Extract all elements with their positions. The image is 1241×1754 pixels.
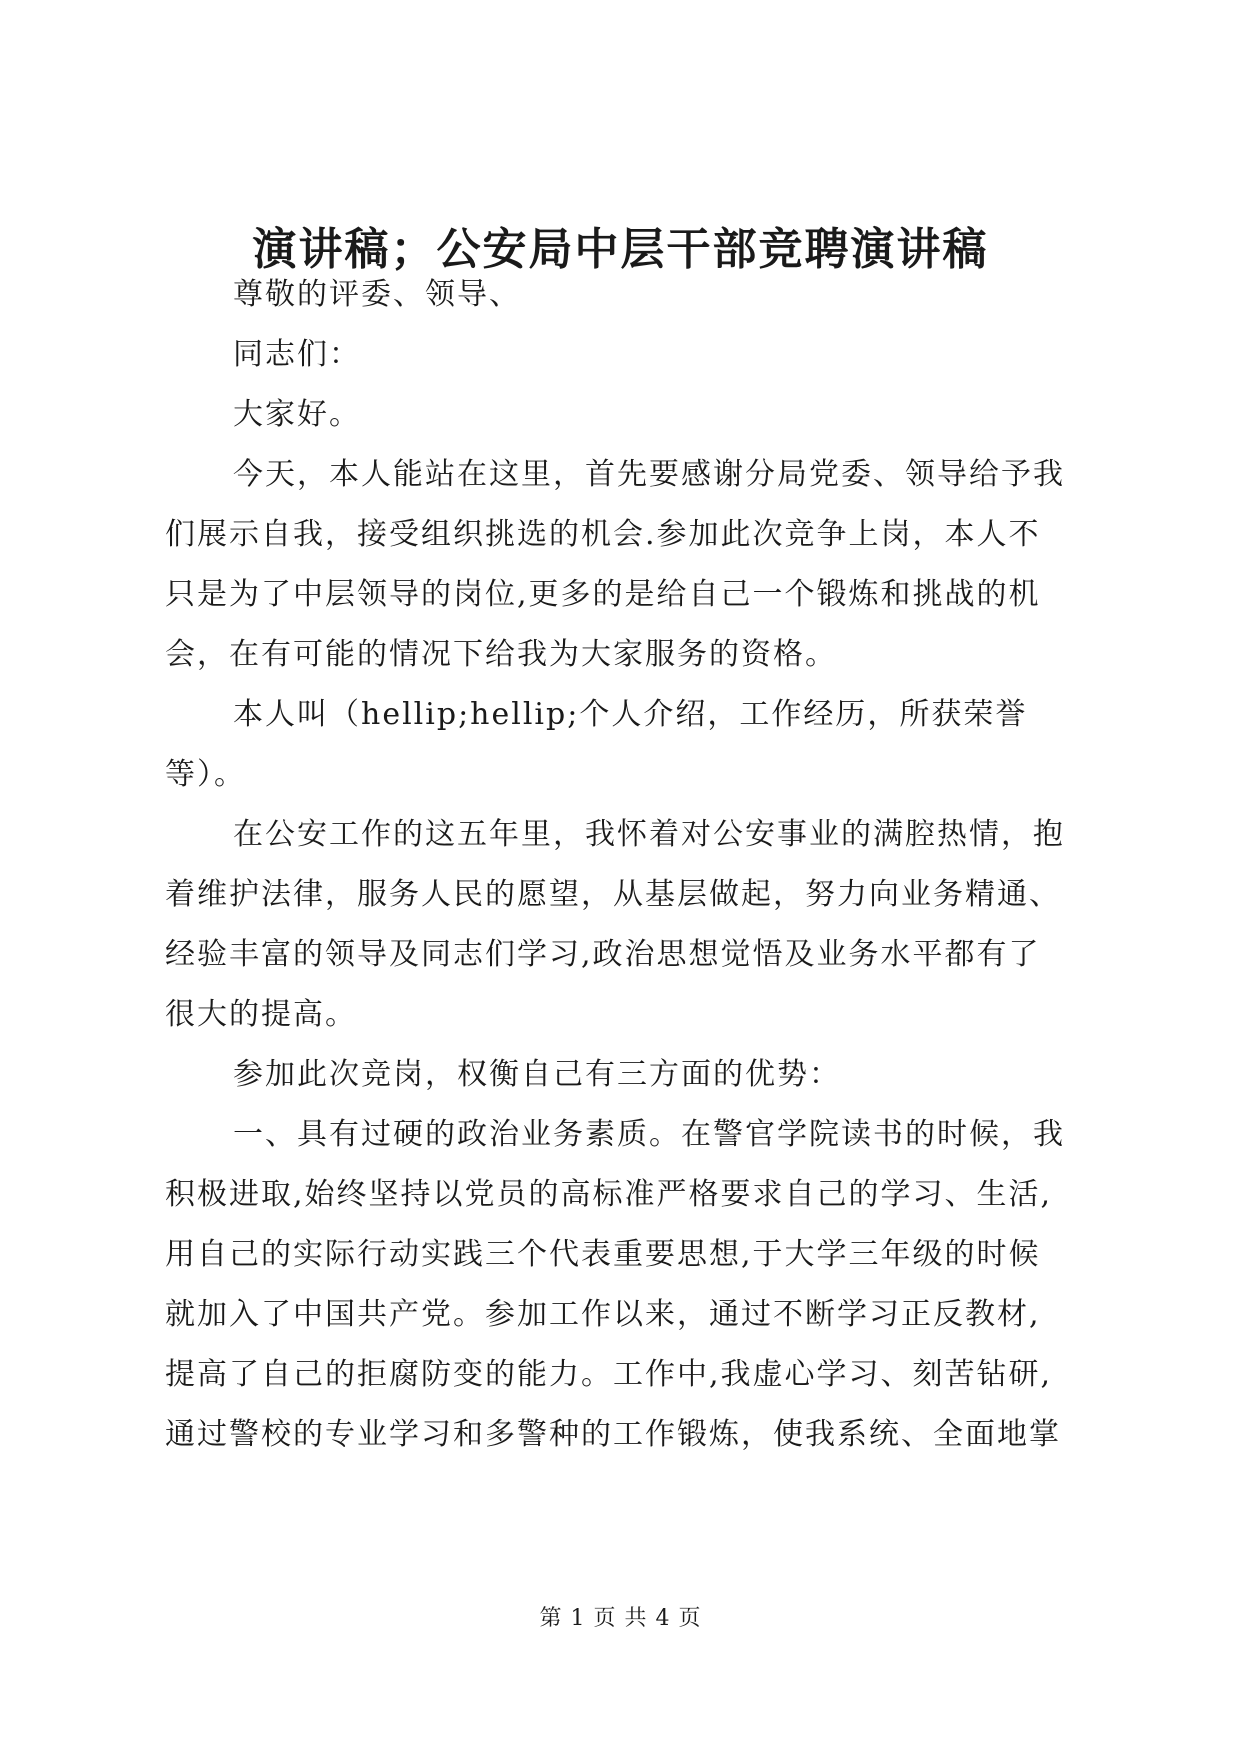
salutation-line: 同志们： bbox=[233, 337, 361, 372]
paragraph-line: 本人叫（hellip;hellip;个人介绍，工作经历，所获荣誉 bbox=[233, 697, 1028, 732]
paragraph-line: 参加此次竞岗，权衡自己有三方面的优势： bbox=[233, 1057, 841, 1092]
paragraph-line: 着维护法律，服务人民的愿望，从基层做起，努力向业务精通、 bbox=[165, 877, 1061, 912]
document-body bbox=[165, 265, 1095, 1465]
paragraph-line: 今天，本人能站在这里，首先要感谢分局党委、领导给予我 bbox=[233, 457, 1065, 492]
paragraph-line: 一、具有过硬的政治业务素质。在警官学院读书的时候，我 bbox=[233, 1117, 1065, 1152]
greeting-line: 大家好。 bbox=[233, 397, 361, 432]
paragraph-line: 经验丰富的领导及同志们学习,政治思想觉悟及业务水平都有了 bbox=[165, 937, 1041, 972]
paragraph-line: 提高了自己的拒腐防变的能力。工作中,我虚心学习、刻苦钻研, bbox=[165, 1357, 1053, 1392]
paragraph-line: 在公安工作的这五年里，我怀着对公安事业的满腔热情，抱 bbox=[233, 817, 1065, 852]
paragraph-line: 积极进取,始终坚持以党员的高标准严格要求自己的学习、生活, bbox=[165, 1177, 1053, 1212]
paragraph-line: 会，在有可能的情况下给我为大家服务的资格。 bbox=[165, 637, 837, 672]
paragraph-line: 用自己的实际行动实践三个代表重要思想,于大学三年级的时候 bbox=[165, 1237, 1041, 1272]
paragraph-line: 很大的提高。 bbox=[165, 997, 357, 1032]
paragraph-line: 就加入了中国共产党。参加工作以来，通过不断学习正反教材, bbox=[165, 1297, 1041, 1332]
paragraph-line: 通过警校的专业学习和多警种的工作锻炼，使我系统、全面地掌 bbox=[165, 1417, 1061, 1452]
paragraph-line: 等）。 bbox=[165, 757, 246, 792]
document-title: 演讲稿；公安局中层干部竞聘演讲稿 bbox=[252, 224, 989, 275]
salutation-line: 尊敬的评委、领导、 bbox=[233, 277, 521, 312]
page-footer: 第 1 页 共 4 页 bbox=[539, 1606, 702, 1631]
paragraph-line: 们展示自我，接受组织挑选的机会.参加此次竞争上岗，本人不 bbox=[165, 517, 1041, 552]
paragraph-line: 只是为了中层领导的岗位,更多的是给自己一个锻炼和挑战的机 bbox=[165, 577, 1041, 612]
